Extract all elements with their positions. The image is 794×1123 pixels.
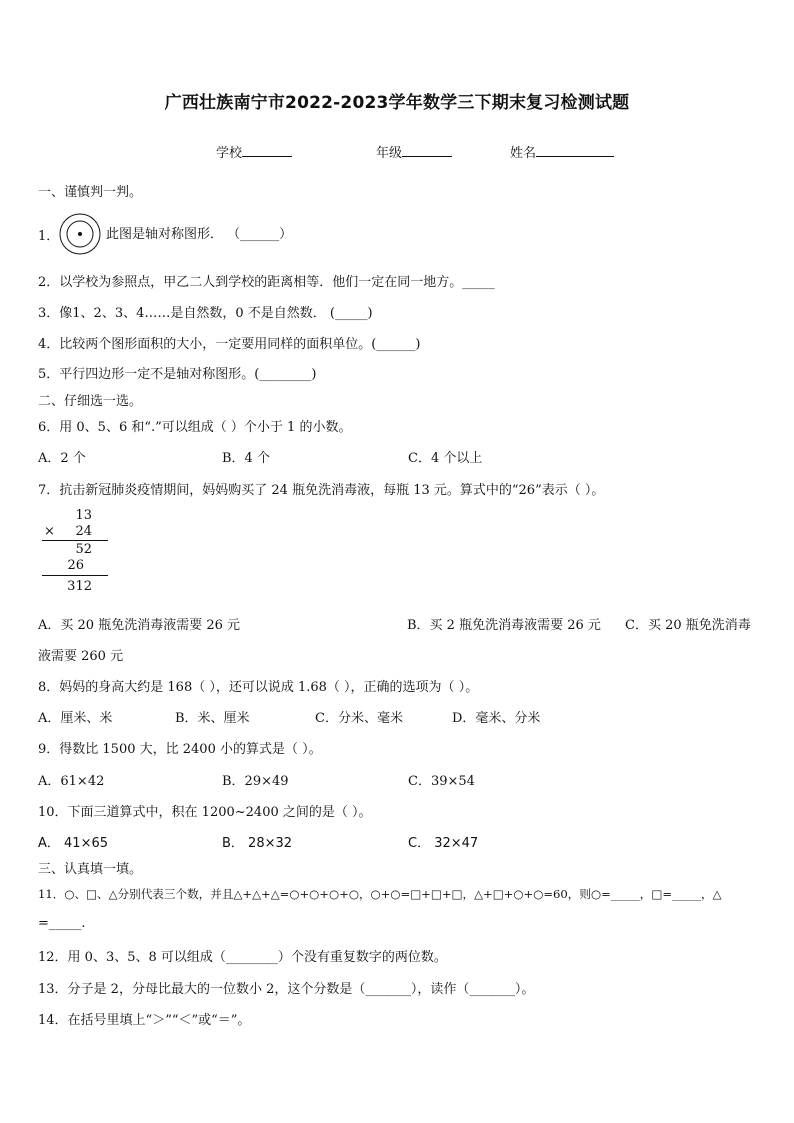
calc-second: 24 — [75, 524, 92, 539]
question-11-line-2: =_____. — [38, 916, 86, 931]
name-field — [510, 142, 614, 161]
vertical-multiplication — [40, 508, 120, 600]
question-2: 2．以学校为参照点，甲乙二人到学校的距离相等．他们一定在同一地方。_____ — [38, 275, 495, 290]
section-1-heading: 一、谨慎判一判。 — [38, 185, 143, 200]
q8-option-a[interactable]: A．厘米、米 — [38, 711, 113, 726]
q6-option-b[interactable]: B．4 个 — [222, 451, 270, 466]
question-8: 8．妈妈的身高大约是 168（ ），还可以说成 1.68（ ），正确的选项为（ ）。 — [38, 680, 479, 695]
q7-option-a[interactable]: A．买 20 瓶免洗消毒液需要 26 元 — [38, 618, 241, 633]
calc-result: 312 — [67, 579, 92, 594]
name-blank[interactable] — [536, 144, 614, 157]
q10-option-b[interactable]: B． 28×32 — [222, 836, 293, 851]
calc-partial-2: 26 — [67, 558, 84, 573]
question-3: 3．像1、2、3、4……是自然数，0 不是自然数． (_____) — [38, 306, 373, 321]
q9-option-c[interactable]: C．39×54 — [408, 774, 475, 789]
q10-option-a[interactable]: A． 41×65 — [38, 836, 109, 851]
school-blank[interactable] — [242, 144, 292, 157]
question-6: 6．用 0、5、6 和“.”可以组成（ ）个小于 1 的小数。 — [38, 420, 352, 435]
name-label: 姓名 — [510, 146, 537, 161]
question-5: 5．平行四边形一定不是轴对称图形。(________) — [38, 367, 317, 382]
question-12: 12．用 0、3、5、8 可以组成（________）个没有重复数字的两位数。 — [38, 950, 447, 965]
q7-option-b[interactable]: B．买 2 瓶免洗消毒液需要 26 元 — [407, 618, 601, 633]
question-11-line-1: 11．○、□、△分别代表三个数，并且△+△+△=○+○+○+○，○+○=□+□+□，△+□+○+○=60，则○=_____，□=_____，△ — [38, 887, 722, 901]
calc-partial-1: 52 — [75, 542, 92, 557]
q10-option-c[interactable]: C． 32×47 — [408, 836, 479, 851]
calc-top: 13 — [75, 508, 92, 523]
grade-label: 年级 — [376, 146, 403, 161]
q9-option-b[interactable]: B．29×49 — [222, 774, 289, 789]
section-3-heading: 三、认真填一填。 — [38, 862, 143, 877]
question-9: 9．得数比 1500 大，比 2400 小的算式是（ ）。 — [38, 742, 322, 757]
calc-rule-2 — [42, 575, 108, 576]
concentric-circles-figure — [58, 212, 102, 256]
q8-option-b[interactable]: B．米、厘米 — [175, 711, 250, 726]
grade-blank[interactable] — [402, 144, 452, 157]
page-title: 广西壮族南宁市2022-2023学年数学三下期末复习检测试题 — [164, 93, 630, 113]
question-1-text: 此图是轴对称图形． （______） — [106, 227, 293, 242]
question-13: 13．分子是 2，分母比最大的一位数小 2，这个分数是（_______），读作（_______）。 — [38, 982, 535, 997]
multiply-sign: × — [44, 524, 55, 539]
school-label: 学校 — [216, 146, 243, 161]
school-field — [216, 142, 292, 161]
calc-rule-1 — [42, 540, 108, 541]
grade-field — [376, 142, 452, 161]
question-7: 7．抗击新冠肺炎疫情期间，妈妈购买了 24 瓶免洗消毒液，每瓶 13 元。算式中的“26”表示（ ）。 — [38, 483, 605, 498]
section-2-heading: 二、仔细选一选。 — [38, 394, 143, 409]
q8-option-d[interactable]: D．毫米、分米 — [452, 711, 541, 726]
question-4: 4．比较两个图形面积的大小，一定要用同样的面积单位。(______) — [38, 337, 421, 352]
q9-option-a[interactable]: A．61×42 — [38, 774, 105, 789]
question-10: 10．下面三道算式中，积在 1200~2400 之间的是（ ）。 — [38, 805, 372, 820]
q7-option-c[interactable]: C．买 20 瓶免洗消毒 — [625, 618, 751, 633]
q6-option-c[interactable]: C．4 个以上 — [408, 451, 483, 466]
q7-option-c-continued: 液需要 260 元 — [38, 649, 124, 664]
q6-option-a[interactable]: A．2 个 — [38, 451, 86, 466]
question-1-number: 1． — [38, 229, 60, 244]
q8-option-c[interactable]: C．分米、毫米 — [315, 711, 403, 726]
question-14: 14．在括号里填上“＞”“＜”或“＝”。 — [38, 1013, 251, 1028]
